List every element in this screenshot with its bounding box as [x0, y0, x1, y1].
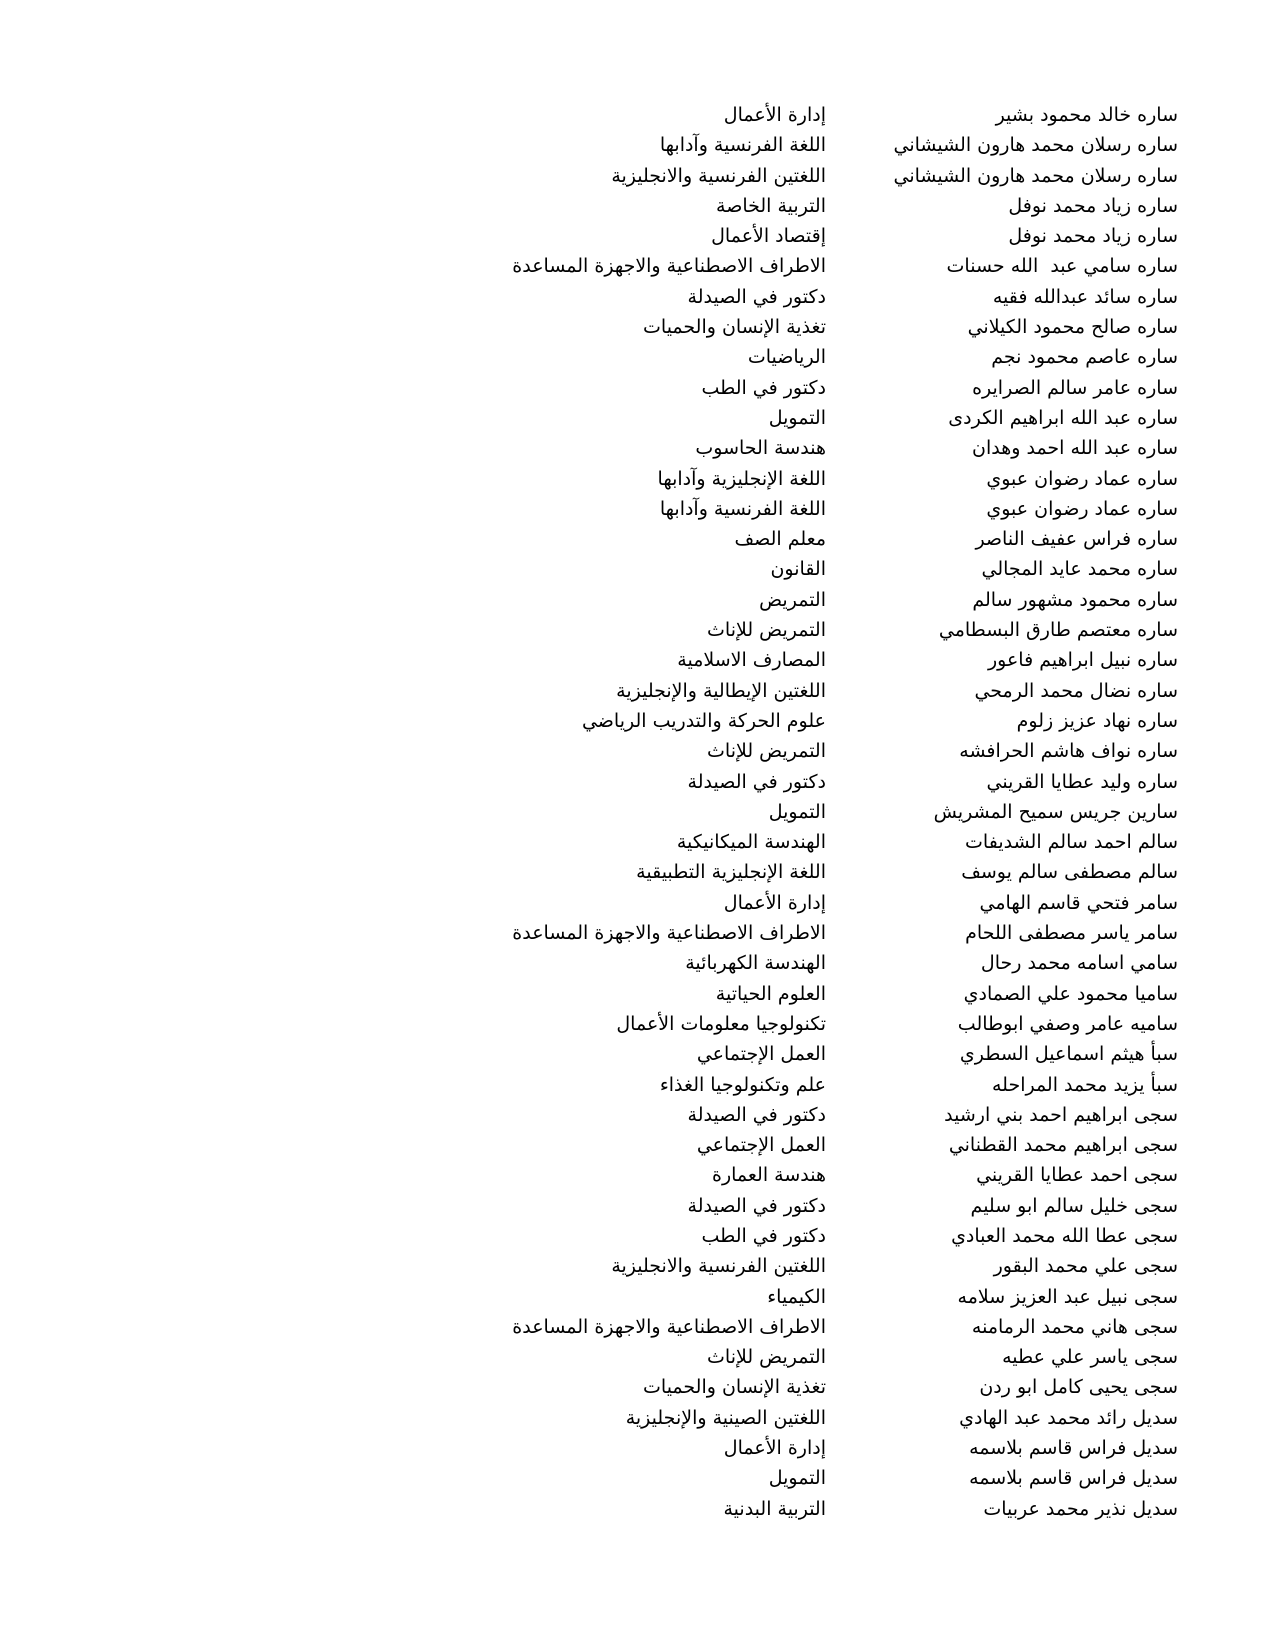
- table-row: [0, 797, 1275, 827]
- major-text: الاطراف الاصطناعية والاجهزة المساعدة: [512, 922, 826, 945]
- major-text: التمريض للإناث: [707, 1346, 826, 1369]
- student-name-text: ساميا محمود علي الصمادي: [963, 982, 1178, 1005]
- major-text: اللغتين الإيطالية والإنجليزية: [616, 679, 826, 702]
- major-text: دكتور في الصيدلة: [687, 1194, 826, 1217]
- major-text: القانون: [770, 558, 826, 581]
- student-name-text: سجى ابراهيم محمد القطناني: [948, 1134, 1178, 1157]
- major-text: اللغتين الفرنسية والانجليزية: [611, 164, 826, 187]
- table-row: [0, 736, 1275, 766]
- major-text: تكنولوجيا معلومات الأعمال: [616, 1012, 826, 1035]
- major-text: الكيمياء: [767, 1285, 826, 1308]
- student-name-text: ساره عماد رضوان عبوي: [986, 467, 1178, 490]
- major-text: الهندسة الكهربائية: [685, 952, 826, 975]
- student-name-text: ساره عماد رضوان عبوي: [986, 497, 1178, 520]
- student-name-text: ساره محمد عايد المجالي: [981, 558, 1178, 581]
- student-name-text: سامي اسامه محمد رحال: [980, 952, 1178, 975]
- student-name-text: ساره محمود مشهور سالم: [972, 588, 1178, 611]
- major-text: تغذية الإنسان والحميات: [643, 316, 826, 339]
- student-name-text: ساره نضال محمد الرمحي: [974, 679, 1178, 702]
- major-text: العمل الإجتماعي: [696, 1043, 826, 1066]
- major-text: اللغة الفرنسية وآدابها: [659, 497, 826, 520]
- major-text: هندسة الحاسوب: [695, 437, 826, 460]
- table-row: [0, 1009, 1275, 1039]
- table-row: [0, 615, 1275, 645]
- major-text: إدارة الأعمال: [723, 891, 826, 914]
- table-row: [0, 403, 1275, 433]
- table-row: [0, 888, 1275, 918]
- major-text: التمويل: [768, 1467, 826, 1490]
- table-row: [0, 342, 1275, 372]
- student-name-text: سديل نذير محمد عربيات: [983, 1497, 1178, 1520]
- major-text: إدارة الأعمال: [723, 104, 826, 126]
- table-row: [0, 251, 1275, 281]
- student-name-text: ساره عبد الله احمد وهدان: [972, 437, 1178, 460]
- major-text: دكتور في الصيدلة: [687, 285, 826, 308]
- student-name-text: ساره عامر سالم الصرايره: [972, 376, 1178, 399]
- table-row: [0, 1463, 1275, 1493]
- major-text: علم وتكنولوجيا الغذاء: [659, 1073, 826, 1096]
- table-row: [0, 433, 1275, 463]
- student-name-text: سامر ياسر مصطفى اللحام: [965, 922, 1178, 945]
- major-text: التمويل: [768, 800, 826, 823]
- major-text: دكتور في الطب: [701, 1224, 826, 1247]
- major-text: اللغة الإنجليزية التطبيقية: [636, 861, 826, 884]
- student-name-text: ساره نواف هاشم الحرافشه: [959, 740, 1178, 763]
- table-row: [0, 676, 1275, 706]
- table-row: [0, 1433, 1275, 1463]
- major-text: الاطراف الاصطناعية والاجهزة المساعدة: [512, 255, 826, 278]
- student-name-text: ساره خالد محمود بشير: [995, 104, 1178, 126]
- student-name-text: سبأ هيثم اسماعيل السطري: [959, 1043, 1178, 1066]
- table-row: [0, 827, 1275, 857]
- major-text: علوم الحركة والتدريب الرياضي: [581, 709, 826, 732]
- table-row: [0, 191, 1275, 221]
- major-text: تغذية الإنسان والحميات: [643, 1376, 826, 1399]
- major-text: المصارف الاسلامية: [677, 649, 826, 672]
- student-name-text: سجى ابراهيم احمد بني ارشيد: [944, 1103, 1178, 1126]
- student-name-text: سجى ياسر علي عطيه: [1002, 1346, 1178, 1369]
- major-text: الهندسة الميكانيكية: [676, 831, 826, 854]
- student-name-text: ساره وليد عطايا القريني: [986, 770, 1178, 793]
- table-row: [0, 706, 1275, 736]
- major-text: اللغة الإنجليزية وآدابها: [657, 467, 826, 490]
- major-text: إدارة الأعمال: [723, 1437, 826, 1460]
- major-text: هندسة العمارة: [711, 1164, 826, 1187]
- table-row: [0, 1312, 1275, 1342]
- major-text: التربية البدنية: [723, 1497, 826, 1520]
- student-name-text: سبأ يزيد محمد المراحله: [991, 1073, 1178, 1096]
- major-text: اللغتين الفرنسية والانجليزية: [611, 1255, 826, 1278]
- student-name-text: ساره معتصم طارق البسطامي: [938, 619, 1178, 642]
- major-text: اللغتين الصينية والإنجليزية: [625, 1406, 826, 1429]
- table-row: [0, 464, 1275, 494]
- table-row: [0, 1494, 1275, 1524]
- student-name-text: سديل فراس قاسم بلاسمه: [969, 1467, 1178, 1490]
- table-row: [0, 1070, 1275, 1100]
- student-name-text: سامر فتحي قاسم الهامي: [979, 891, 1178, 914]
- table-row: [0, 554, 1275, 584]
- student-name-text: ساره نبيل ابراهيم فاعور: [987, 649, 1178, 672]
- major-text: الاطراف الاصطناعية والاجهزة المساعدة: [512, 1315, 826, 1338]
- major-text: العمل الإجتماعي: [696, 1134, 826, 1157]
- student-name-text: سجى احمد عطايا القريني: [976, 1164, 1178, 1187]
- student-major-list: [0, 100, 1275, 1524]
- student-name-text: سالم احمد سالم الشديفات: [965, 831, 1178, 854]
- student-name-text: ساره نهاد عزيز زلوم: [1016, 709, 1178, 732]
- student-name-text: ساره رسلان محمد هارون الشيشاني: [893, 134, 1178, 157]
- table-row: [0, 1130, 1275, 1160]
- student-name-text: سجى علي محمد البقور: [993, 1255, 1178, 1278]
- table-row: [0, 1100, 1275, 1130]
- major-text: دكتور في الطب: [701, 376, 826, 399]
- student-name-text: سارين جريس سميح المشريش: [933, 800, 1178, 823]
- table-row: [0, 312, 1275, 342]
- major-text: معلم الصف: [734, 528, 826, 551]
- student-name-text: سديل فراس قاسم بلاسمه: [969, 1437, 1178, 1460]
- major-text: اللغة الفرنسية وآدابها: [659, 134, 826, 157]
- table-row: [0, 948, 1275, 978]
- student-name-text: ساره فراس عفيف الناصر: [975, 528, 1178, 551]
- table-row: [0, 1039, 1275, 1069]
- student-name-text: سالم مصطفى سالم يوسف: [961, 861, 1178, 884]
- major-text: التربية الخاصة: [716, 194, 826, 217]
- student-name-text: ساره زياد محمد نوفل: [1008, 225, 1178, 248]
- student-name-text: سجى هاني محمد الرمامنه: [971, 1315, 1178, 1338]
- table-row: [0, 221, 1275, 251]
- table-row: [0, 585, 1275, 615]
- student-name-text: سديل رائد محمد عبد الهادي: [959, 1406, 1178, 1429]
- major-text: العلوم الحياتية: [715, 982, 826, 1005]
- major-text: دكتور في الصيدلة: [687, 1103, 826, 1126]
- table-row: [0, 494, 1275, 524]
- student-name-text: ساره زياد محمد نوفل: [1008, 194, 1178, 217]
- table-row: [0, 130, 1275, 160]
- major-text: إقتصاد الأعمال: [711, 225, 826, 248]
- table-row: [0, 1251, 1275, 1281]
- table-row: [0, 979, 1275, 1009]
- student-name-text: ساميه عامر وصفي ابوطالب: [957, 1012, 1178, 1035]
- major-text: التمريض: [759, 588, 826, 611]
- major-text: التمويل: [768, 406, 826, 429]
- table-row: [0, 918, 1275, 948]
- table-row: [0, 645, 1275, 675]
- table-row: [0, 373, 1275, 403]
- student-name-text: سجى يحيى كامل ابو ردن: [979, 1376, 1178, 1399]
- table-row: [0, 282, 1275, 312]
- table-row: [0, 1282, 1275, 1312]
- table-row: [0, 524, 1275, 554]
- student-name-text: ساره سائد عبدالله فقيه: [992, 285, 1178, 308]
- major-text: الرياضيات: [747, 346, 826, 369]
- student-name-text: سجى خليل سالم ابو سليم: [970, 1194, 1178, 1217]
- student-name-text: ساره رسلان محمد هارون الشيشاني: [893, 164, 1178, 187]
- table-row: [0, 100, 1275, 130]
- table-row: [0, 1403, 1275, 1433]
- table-row: [0, 767, 1275, 797]
- major-text: التمريض للإناث: [707, 619, 826, 642]
- student-name-text: ساره سامي عبد الله حسنات: [946, 255, 1178, 278]
- table-row: [0, 1160, 1275, 1190]
- major-text: دكتور في الصيدلة: [687, 770, 826, 793]
- student-name-text: ساره صالح محمود الكيلاني: [967, 316, 1178, 339]
- student-name-text: ساره عبد الله ابراهيم الكردى: [948, 406, 1178, 429]
- major-text: التمريض للإناث: [707, 740, 826, 763]
- student-name-text: سجى عطا الله محمد العبادي: [951, 1224, 1178, 1247]
- student-name-text: ساره عاصم محمود نجم: [991, 346, 1178, 369]
- student-name-text: سجى نبيل عبد العزيز سلامه: [957, 1285, 1178, 1308]
- table-row: [0, 1191, 1275, 1221]
- table-row: [0, 1342, 1275, 1372]
- table-row: [0, 857, 1275, 887]
- table-row: [0, 1221, 1275, 1251]
- table-row: [0, 161, 1275, 191]
- table-row: [0, 1372, 1275, 1402]
